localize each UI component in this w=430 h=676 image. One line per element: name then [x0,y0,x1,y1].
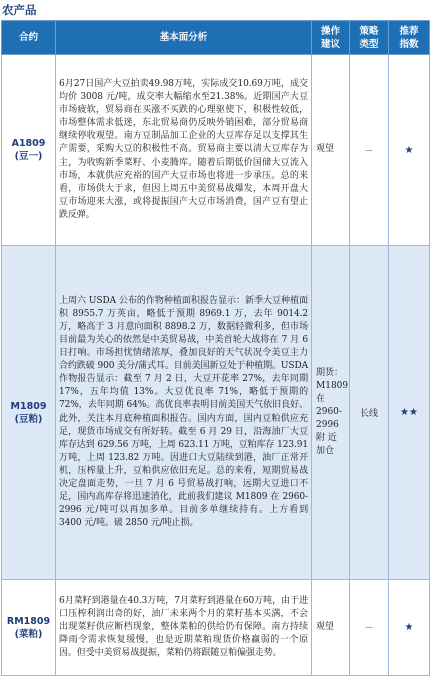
contract-cell [2,55,56,246]
operation-cell: 期货：M1809 在 2960-2996 附 近加仓 [312,246,350,580]
header-strategy-line1: 策略 [359,25,379,37]
strategy-cell: － [350,55,389,246]
header-operation [312,21,350,55]
header-contract: 合约 [2,21,56,55]
header-strategy [350,21,389,55]
operation-cell: 观望 [312,580,350,676]
analysis-cell: 6月27日国产大豆拍卖49.98万吨，实际成交10.69万吨，成交均价 3008 元/吨，成交率大幅缩水至21.38%。近期国产大豆市场疲软，贸易商在买涨不买跌的心理驱使下，积极性较低，市场整体需求低迷，东北贸易商仍反映外销困难，部分贸易商继续停收观望。南方豆制品加工企业的大豆库存足以支撑其生产需要，采购大豆的积极性不高。贸易商主要以清大豆库存为主，为收购新季菜籽、小麦腾库。随着后期低价国储大豆流入市场，本就供应充裕的国产大豆市场也将进一步承压。总的来看，市场供大于求，但因上周五中美贸易战爆发，本周开盘大豆市场迎来大涨，或将提振国产大豆市场消费，国产豆有望止跌反弹。 [56,55,312,246]
header-strategy-line2: 类型 [359,38,379,50]
rating-star-icon: ★★ [389,246,430,580]
header-operation-line2: 建议 [320,38,340,50]
header-operation-line1: 操作 [320,25,340,37]
analysis-cell: 上周六 USDA 公布的作物种植面积报告显示：新季大豆种植面积 8955.7 万英亩，略低于预期 8969.1 万，去年 9014.2 万，略高于 3 月意向面积 8898.2 万，数据轻微利多，但市场目前最为关心的依然是中美贸易战，中美首轮大战将在 7 月 6 日打响。市场担忧情绪浓厚，叠加良好的天气状况令美豆主力合约跌破 900 美分/蒲式耳。目前美国新豆处于种植期。USDA 作物报告显示：截至 7 月 2 日，大豆开花率 27%，去年同期 17%，五年均值 13%。大豆优良率 71%，略低于预期的 72%，去年同期 64%。高优良率表明目前美国天气依旧良好。此外，关注本月底种植面积报告。国内方面，国内豆粕供应充足，现货市场成交有所好转。截至 6 月 29 日，沿海油厂大豆库存达到 629.56 万吨，上周 623.11 万吨，豆粕库存 123.91 万吨，上周 123.82 万吨。因进口大豆陆续到港，油厂正常开机，压榨量上升，豆粕供应依旧充足。总的来看，短期贸易战决定盘面走势，一旦 7 月 6 号贸易战打响，远期大豆进口不足，国内高库存将迅速消化，此前我们建议 M1809 在 2960-2996 元/吨可以再加多单。目前多单继续持有。上方看到 3400 元/吨。破 2850 元/吨止损。 [56,246,312,580]
header-rating-line2: 指数 [399,38,419,50]
contract-code: M1809 [10,400,47,412]
contract-name: (豆粕) [14,413,43,425]
contract-name: (菜粕) [14,628,43,640]
contract-code: A1809 [11,138,46,149]
contract-cell [2,580,56,676]
header-analysis: 基本面分析 [56,21,312,55]
strategy-table [1,20,430,676]
contract-code: RM1809 [6,615,51,627]
strategy-cell: 长线 [350,246,389,580]
header-rating-line1: 推荐 [399,25,419,37]
contract-name: (豆一) [14,151,43,162]
strategy-cell: － [350,580,389,676]
table-header-row [2,21,430,55]
operation-cell: 观望 [312,55,350,246]
rating-star-icon: ★ [389,55,430,246]
table-row-m1809 [2,246,430,580]
analysis-cell: 6月菜籽到港量在40.3万吨，7月菜籽到港量在60万吨，由于进口压榨利润出奇的好，油厂未来两个月的菜籽基本买满，不会出现菜籽供应断档现象，整体菜粕的供给仍有保障。南方持续降雨令需求恢复缓慢，也是近期菜粕现货价格赢弱的一个原因。但受中美贸易战提振，菜粕仍将跟随豆粕偏强走势。 [56,580,312,676]
table-row-rm1809 [2,580,430,676]
header-rating [389,21,430,55]
rating-star-icon: ★ [389,580,430,676]
section-title: 农产品 [2,3,37,17]
table-row-a1809 [2,55,430,246]
contract-cell [2,246,56,580]
